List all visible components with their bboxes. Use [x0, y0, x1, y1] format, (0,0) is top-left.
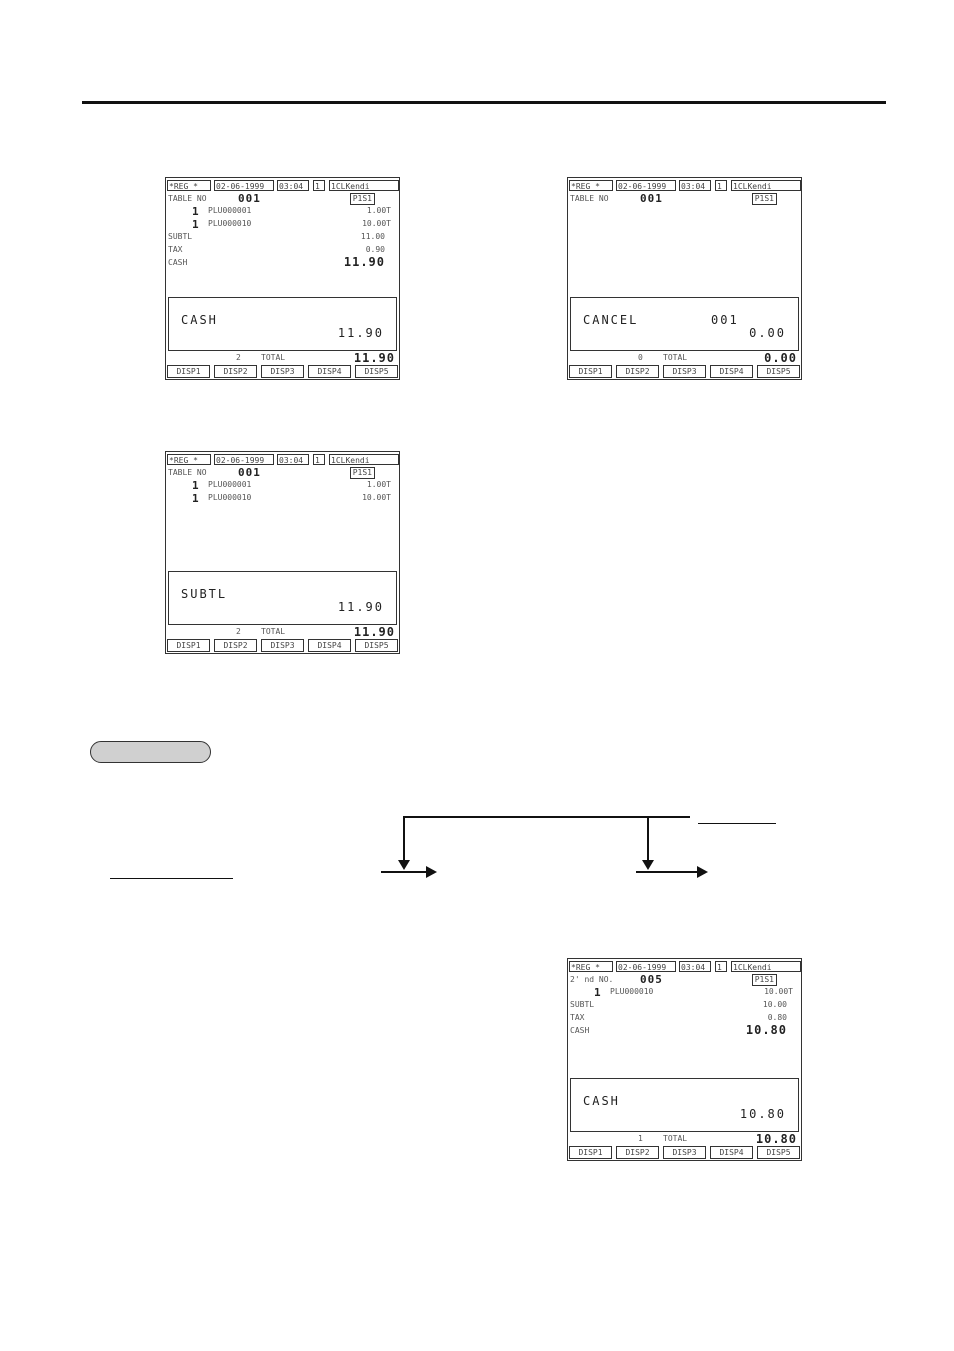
status-header — [569, 180, 800, 192]
message-number: 001 — [711, 313, 739, 327]
tab-disp5[interactable]: DISP5 — [355, 365, 398, 378]
tab-disp1[interactable]: DISP1 — [569, 1146, 612, 1159]
title-value: 001 — [640, 192, 663, 205]
line-value: 11.90 — [343, 255, 385, 269]
title-value: 001 — [238, 466, 261, 479]
total-value: 11.90 — [353, 625, 395, 639]
line-value: 10.80 — [745, 1023, 787, 1037]
flow-left-arrowhead-right — [426, 866, 437, 878]
tab-disp3[interactable]: DISP3 — [261, 639, 304, 652]
pis-box: P1S1 — [350, 193, 375, 205]
title-label: 2' nd NO. — [570, 975, 614, 984]
status-header — [569, 961, 800, 973]
terminal-box: 1 — [313, 180, 325, 191]
flow-left-arrowhead-down — [398, 860, 410, 870]
terminal-box: 1 — [313, 454, 325, 465]
item-count: 2 — [236, 627, 241, 636]
tab-disp1[interactable]: DISP1 — [167, 639, 210, 652]
line-value: 10.00 — [762, 1000, 787, 1009]
pos-screen-subtotal — [165, 451, 400, 654]
display-tabs — [167, 639, 398, 652]
item-name: PLU000010 — [208, 219, 252, 228]
item-value: 10.00T — [362, 219, 391, 228]
time-box: 03:04 — [277, 454, 309, 465]
total-footer — [166, 353, 399, 365]
mode-box: *REG * — [569, 180, 613, 191]
line-value: 0.80 — [767, 1013, 787, 1022]
total-footer — [166, 627, 399, 639]
item-value: 10.00T — [764, 987, 793, 996]
total-footer — [568, 353, 801, 365]
tab-disp1[interactable]: DISP1 — [167, 365, 210, 378]
item-name: PLU000001 — [208, 206, 252, 215]
tab-disp3[interactable]: DISP3 — [261, 365, 304, 378]
total-label: TOTAL — [663, 1134, 688, 1143]
pos-screen-cash — [165, 177, 400, 380]
message-text: CANCEL — [583, 313, 639, 327]
clerk-box: 1CLKendi — [731, 961, 801, 972]
underline-left — [110, 878, 233, 879]
item-count: 1 — [638, 1134, 643, 1143]
flow-left-arrow — [381, 871, 427, 873]
line-value: 11.00 — [360, 232, 385, 241]
message-value: 11.90 — [337, 326, 384, 340]
terminal-box: 1 — [715, 180, 727, 191]
time-box: 03:04 — [679, 180, 711, 191]
tab-disp1[interactable]: DISP1 — [569, 365, 612, 378]
line-label: TAX — [570, 1013, 585, 1022]
tab-disp2[interactable]: DISP2 — [616, 1146, 659, 1159]
tab-disp2[interactable]: DISP2 — [214, 639, 257, 652]
title-value: 001 — [238, 192, 261, 205]
title-label: TABLE NO — [168, 194, 207, 203]
title-label: TABLE NO — [168, 468, 207, 477]
total-footer — [568, 1134, 801, 1146]
terminal-box: 1 — [715, 961, 727, 972]
tab-disp4[interactable]: DISP4 — [308, 639, 351, 652]
tab-disp4[interactable]: DISP4 — [308, 365, 351, 378]
mode-box: *REG * — [569, 961, 613, 972]
tab-disp5[interactable]: DISP5 — [757, 1146, 800, 1159]
pis-box: P1S1 — [752, 193, 777, 205]
message-text: CASH — [181, 313, 218, 327]
time-box: 03:04 — [277, 180, 309, 191]
pis-box: P1S1 — [752, 974, 777, 986]
line-label: CASH — [570, 1026, 590, 1035]
clerk-box: 1CLKendi — [731, 180, 801, 191]
item-value: 1.00T — [366, 480, 391, 489]
item-count: 0 — [638, 353, 643, 362]
item-qty: 1 — [192, 218, 200, 231]
tab-disp3[interactable]: DISP3 — [663, 1146, 706, 1159]
tab-disp5[interactable]: DISP5 — [355, 639, 398, 652]
status-header — [167, 454, 398, 466]
display-tabs — [569, 365, 800, 378]
tab-disp3[interactable]: DISP3 — [663, 365, 706, 378]
tab-disp4[interactable]: DISP4 — [710, 365, 753, 378]
display-tabs — [569, 1146, 800, 1159]
item-name: PLU000010 — [610, 987, 654, 996]
line-label: SUBTL — [570, 1000, 595, 1009]
date-box: 02-06-1999 — [214, 180, 274, 191]
item-qty: 1 — [192, 205, 200, 218]
tab-disp5[interactable]: DISP5 — [757, 365, 800, 378]
clerk-box: 1CLKendi — [329, 180, 399, 191]
pos-screen-second-cash — [567, 958, 802, 1161]
status-header — [167, 180, 398, 192]
flow-left-drop — [403, 816, 405, 862]
message-box — [570, 297, 799, 351]
line-label: CASH — [168, 258, 188, 267]
total-value: 11.90 — [353, 351, 395, 365]
total-label: TOTAL — [261, 627, 286, 636]
flow-mid-drop — [647, 816, 649, 862]
flow-mid-arrowhead-down — [642, 860, 654, 870]
item-name: PLU000001 — [208, 480, 252, 489]
pis-box: P1S1 — [350, 467, 375, 479]
message-box — [168, 297, 397, 351]
message-value: 10.80 — [739, 1107, 786, 1121]
total-label: TOTAL — [663, 353, 688, 362]
title-value: 005 — [640, 973, 663, 986]
date-box: 02-06-1999 — [616, 180, 676, 191]
tab-disp2[interactable]: DISP2 — [616, 365, 659, 378]
total-value: 0.00 — [764, 351, 797, 365]
line-value: 0.90 — [365, 245, 385, 254]
clerk-box: 1CLKendi — [329, 454, 399, 465]
section-pill — [90, 741, 211, 763]
flow-right-arrow — [636, 871, 698, 873]
top-rule — [82, 101, 886, 104]
line-label: TAX — [168, 245, 183, 254]
total-value: 10.80 — [755, 1132, 797, 1146]
item-qty: 1 — [192, 492, 200, 505]
message-value: 11.90 — [337, 600, 384, 614]
message-text: SUBTL — [181, 587, 228, 601]
message-value: 0.00 — [749, 326, 786, 340]
line-label: SUBTL — [168, 232, 193, 241]
message-text: CASH — [583, 1094, 620, 1108]
display-tabs — [167, 365, 398, 378]
time-box: 03:04 — [679, 961, 711, 972]
title-label: TABLE NO — [570, 194, 609, 203]
underline-right — [698, 823, 776, 824]
item-qty: 1 — [594, 986, 602, 999]
date-box: 02-06-1999 — [214, 454, 274, 465]
item-value: 1.00T — [366, 206, 391, 215]
tab-disp4[interactable]: DISP4 — [710, 1146, 753, 1159]
item-name: PLU000010 — [208, 493, 252, 502]
pos-screen-cancel — [567, 177, 802, 380]
item-qty: 1 — [192, 479, 200, 492]
total-label: TOTAL — [261, 353, 286, 362]
mode-box: *REG * — [167, 180, 211, 191]
message-box — [168, 571, 397, 625]
item-count: 2 — [236, 353, 241, 362]
tab-disp2[interactable]: DISP2 — [214, 365, 257, 378]
date-box: 02-06-1999 — [616, 961, 676, 972]
flow-right-arrowhead-right — [697, 866, 708, 878]
item-value: 10.00T — [362, 493, 391, 502]
mode-box: *REG * — [167, 454, 211, 465]
message-box — [570, 1078, 799, 1132]
